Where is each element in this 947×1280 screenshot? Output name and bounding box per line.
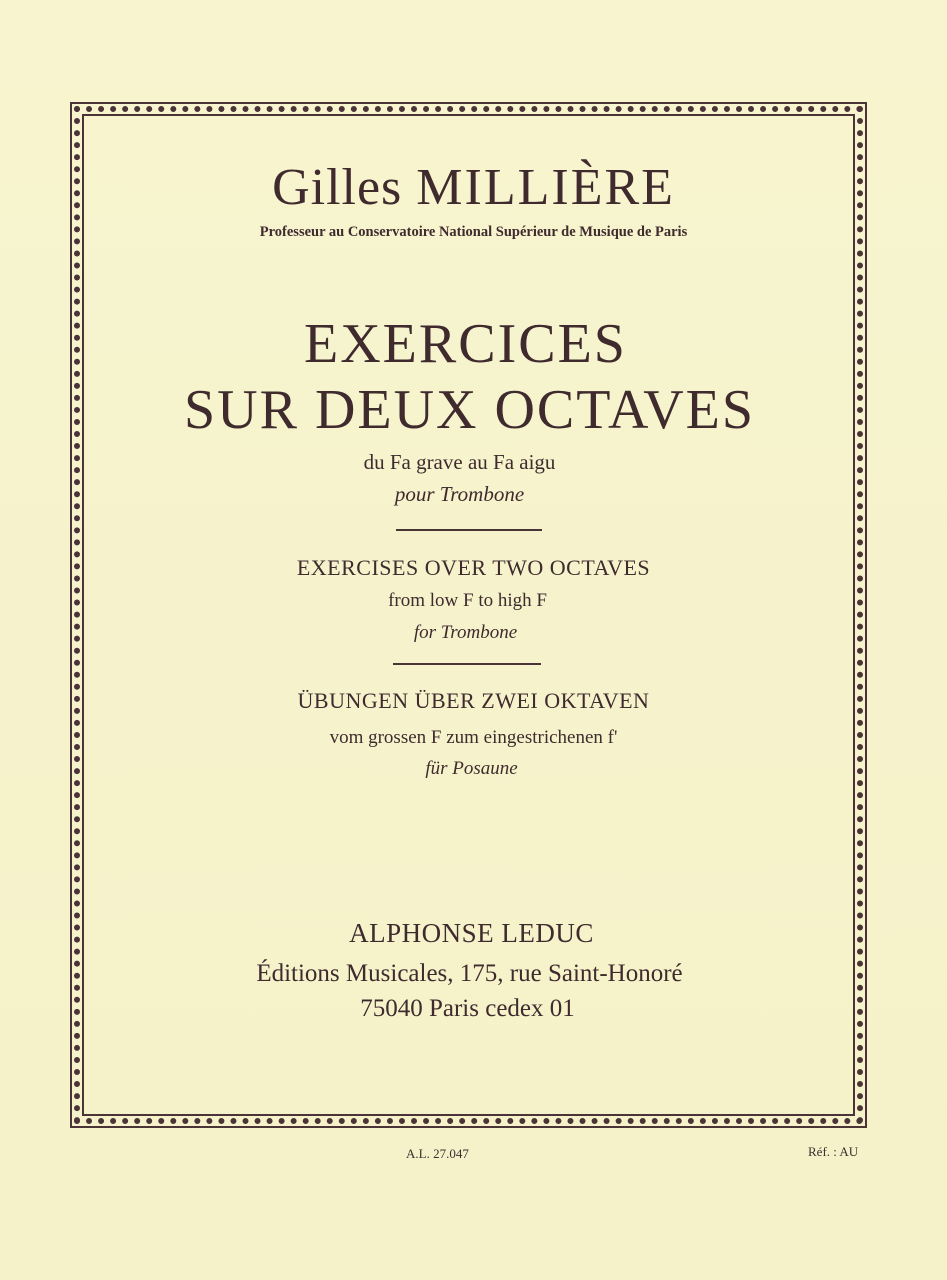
subtitle-fr-instrument: pour Trombone (394, 482, 525, 506)
subtitle-de-range: vom grossen F zum eingestrichenen f' (329, 727, 618, 748)
reference-code: Réf. : AU (808, 1144, 859, 1159)
composer-position: Professeur au Conservatoire National Supérieur de Musique de Paris (259, 224, 688, 240)
subtitle-de-instrument: für Posaune (425, 758, 518, 779)
composer-surname: MILLIÈRE (416, 159, 675, 216)
subtitle-fr-range: du Fa grave au Fa aigu (363, 450, 556, 474)
divider-rule (393, 663, 541, 665)
subtitle-en-range: from low F to high F (388, 590, 547, 611)
catalog-number: A.L. 27.047 (406, 1146, 469, 1161)
publisher-name: ALPHONSE LEDUC (349, 918, 594, 948)
divider-rule (396, 529, 542, 531)
subtitle-en-instrument: for Trombone (413, 622, 518, 643)
composer-name (0, 158, 947, 217)
composer-given-name: Gilles (272, 159, 403, 216)
title-de: ÜBUNGEN ÜBER ZWEI OKTAVEN (297, 688, 650, 713)
title-fr-line1: EXERCICES (304, 313, 627, 375)
publisher-address-line1: Éditions Musicales, 175, rue Saint-Honoré (256, 960, 683, 987)
title-fr-line2: SUR DEUX OCTAVES (184, 379, 755, 441)
publisher-address-line2: 75040 Paris cedex 01 (360, 995, 575, 1022)
title-en: EXERCISES OVER TWO OCTAVES (296, 555, 651, 580)
